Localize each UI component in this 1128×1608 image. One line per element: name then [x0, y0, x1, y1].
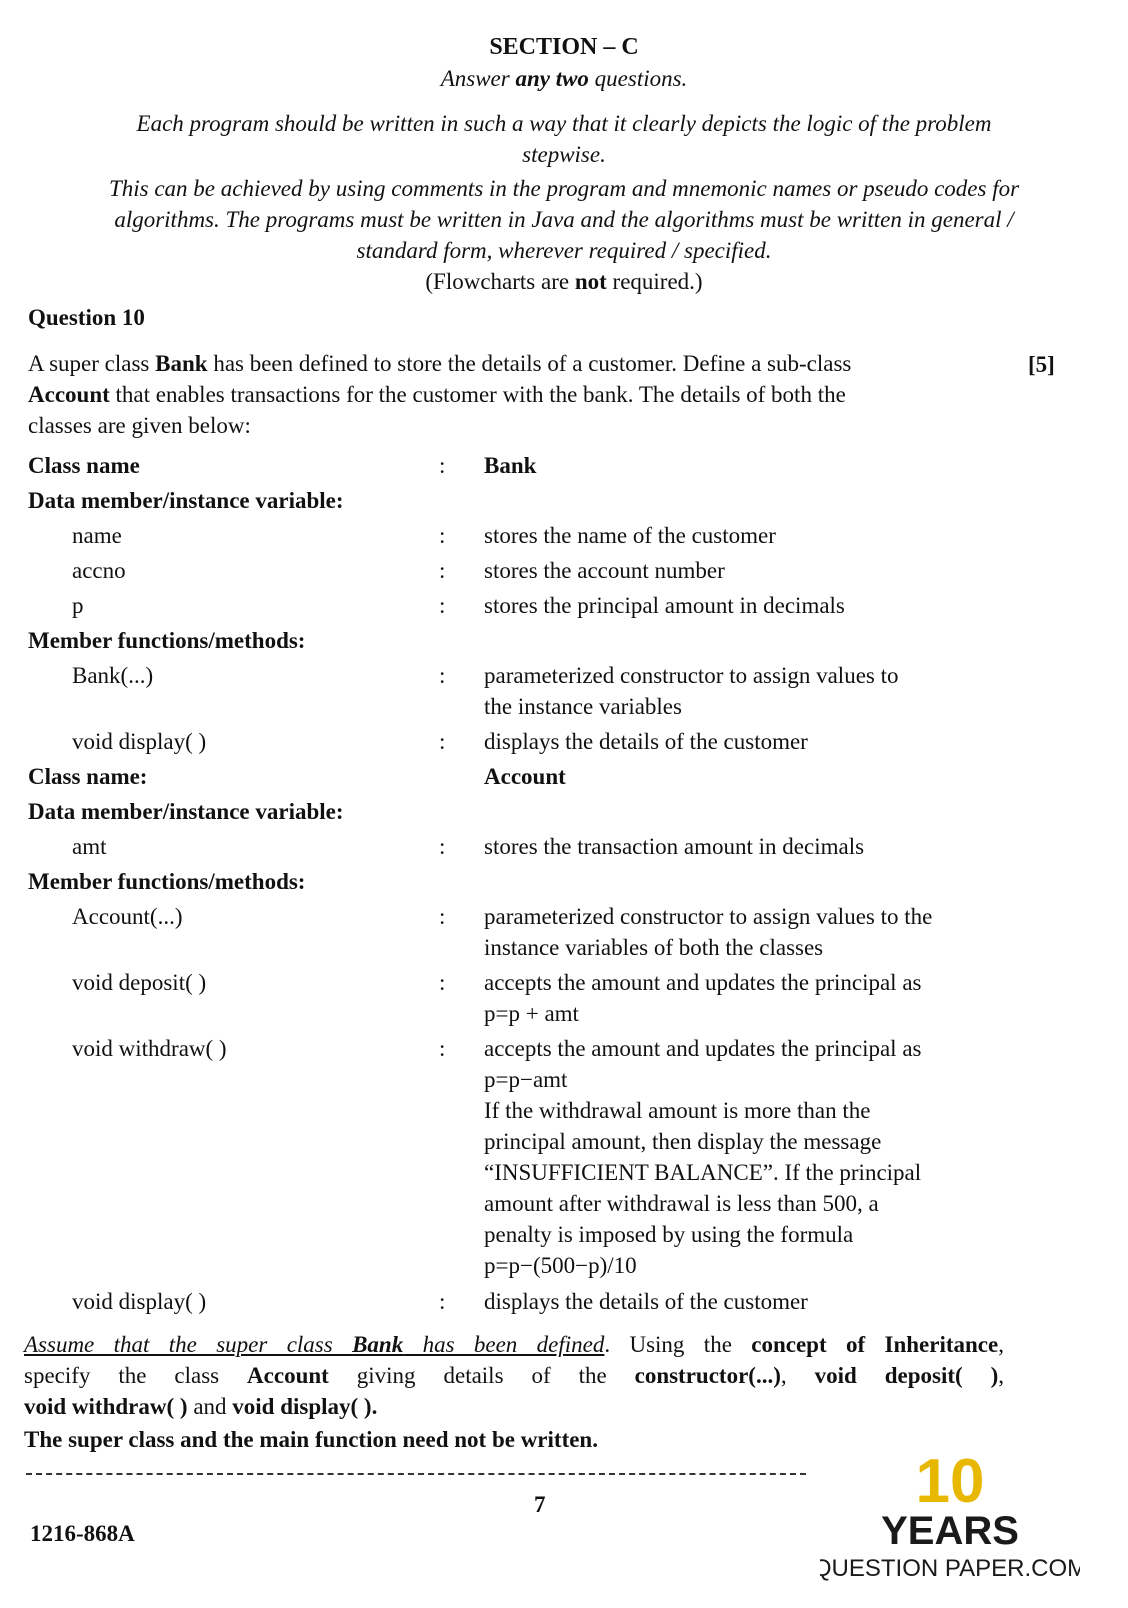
page-number: 7	[534, 1492, 546, 1517]
bank-var-desc: stores the principal amount in decimals	[484, 593, 845, 618]
account-method-desc: accepts the amount and updates the principal as p=p−amt If the withdrawal amount is more than the principal amount, then display the message “INSUFFICIENT BALANCE”. If the principal amount after withdrawal is less than 500, a penalty is imposed by using the formula p=p−(500−p)/10	[484, 1036, 922, 1278]
account-method-desc: parameterized constructor to assign values to the instance variables of both the classes	[484, 904, 933, 960]
bank-method-desc: parameterized constructor to assign values to the instance variables	[484, 663, 899, 719]
colon: :	[439, 558, 446, 583]
colon: :	[439, 593, 446, 618]
flowcharts-note: (Flowcharts are not required.)	[425, 269, 703, 294]
account-method-desc: accepts the amount and updates the principal as p=p + amt	[484, 970, 922, 1026]
colon: :	[439, 904, 446, 929]
bank-method-desc: displays the details of the customer	[484, 729, 808, 754]
bank-class-label: Class name	[28, 453, 140, 478]
final-note: The super class and the main function need not be written.	[24, 1427, 598, 1452]
task-paragraph: Assume that the super class Bank has been defined. Using the concept of Inheritance, specify the class Account giving details of the constructor(...), void deposit( ), void withdraw( ) and void display( ).	[24, 1332, 1005, 1419]
bank-method-name: Bank(...)	[72, 663, 154, 688]
colon: :	[439, 970, 446, 995]
bank-var-name: p	[72, 593, 84, 618]
logo-number: 10	[915, 1447, 985, 1516]
account-var-desc: stores the transaction amount in decimals	[484, 834, 865, 859]
bank-class-value: Bank	[484, 453, 537, 478]
account-method-name: Account(...)	[72, 904, 183, 929]
account-data-heading: Data member/instance variable:	[28, 799, 344, 824]
instruction-1-line-2: stepwise.	[522, 142, 606, 167]
account-method-name: void display( )	[72, 1289, 207, 1314]
paper-code: 1216-868A	[30, 1521, 135, 1546]
colon: :	[439, 729, 446, 754]
instruction-1-line-1: Each program should be written in such a way that it clearly depicts the logic of the problem	[136, 111, 992, 136]
bank-methods-heading: Member functions/methods:	[28, 628, 306, 653]
colon: :	[439, 453, 446, 478]
divider	[26, 1473, 806, 1475]
colon: :	[439, 523, 446, 548]
instruction-2-line-1: This can be achieved by using comments in the program and mnemonic names or pseudo codes for	[108, 176, 1020, 201]
account-method-name: void withdraw( )	[72, 1036, 227, 1061]
watermark-logo	[820, 1440, 1080, 1600]
account-methods-heading: Member functions/methods:	[28, 869, 306, 894]
colon: :	[439, 834, 446, 859]
account-method-desc: displays the details of the customer	[484, 1289, 808, 1314]
question-intro: A super class Bank has been defined to store the details of a customer. Define a sub-class Account that enables transactions for the customer with the bank. The details of both the classes are given below:	[28, 351, 852, 438]
question-title: Question 10	[28, 305, 145, 330]
logo-site: QUESTION PAPER.COM	[820, 1555, 1080, 1582]
bank-var-name: name	[72, 523, 122, 548]
bank-var-desc: stores the name of the customer	[484, 523, 776, 548]
answer-instruction: Answer any two questions.	[440, 66, 688, 91]
colon: :	[439, 1036, 446, 1061]
account-class-value: Account	[484, 764, 566, 789]
bank-var-desc: stores the account number	[484, 558, 725, 583]
instruction-2-line-2: algorithms. The programs must be written in Java and the algorithms must be written in general /	[114, 207, 1014, 232]
marks-badge: [5]	[1028, 352, 1055, 377]
section-title: SECTION – C	[489, 34, 639, 60]
logo-graphic	[820, 1440, 1080, 1600]
bank-method-name: void display( )	[72, 729, 207, 754]
colon: :	[439, 663, 446, 688]
account-class-label: Class name:	[28, 764, 148, 789]
bank-var-name: accno	[72, 558, 126, 583]
account-var-name: amt	[72, 834, 107, 859]
logo-word: YEARS	[881, 1509, 1019, 1553]
colon: :	[439, 1289, 446, 1314]
instruction-2-line-3: standard form, wherever required / specified.	[356, 238, 772, 263]
bank-data-heading: Data member/instance variable:	[28, 488, 344, 513]
account-method-name: void deposit( )	[72, 970, 207, 995]
